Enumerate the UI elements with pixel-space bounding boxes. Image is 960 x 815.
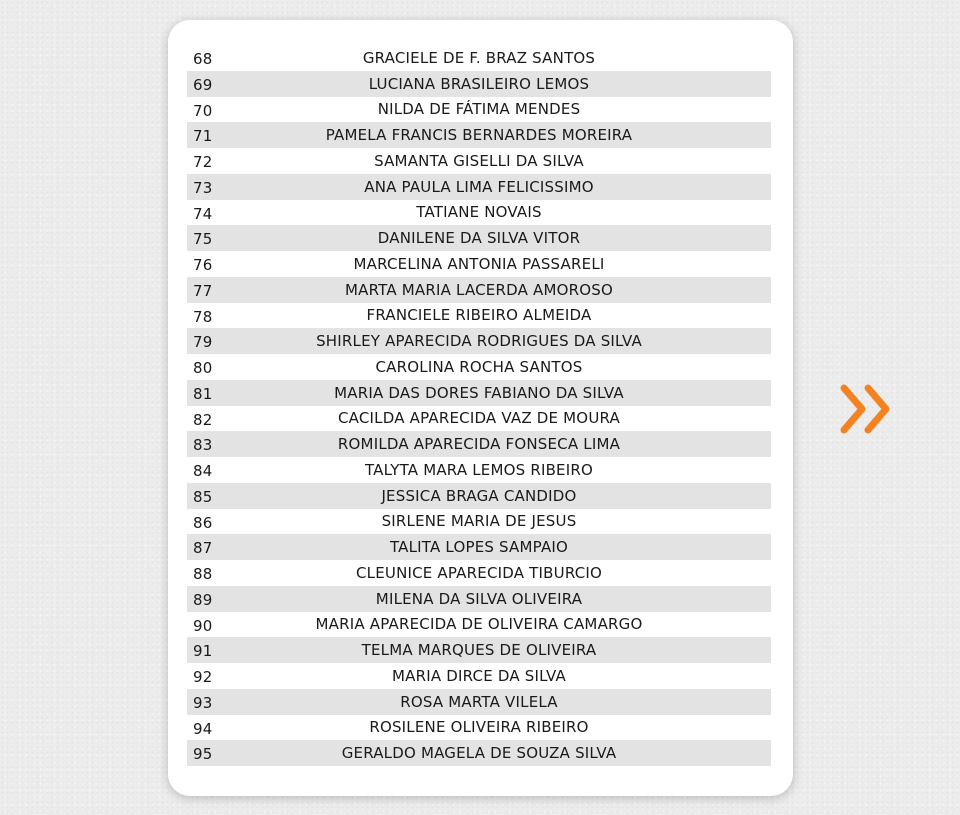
entry-name: MARIA DIRCE DA SILVA bbox=[392, 666, 566, 685]
entry-name: NILDA DE FÁTIMA MENDES bbox=[377, 100, 581, 119]
entry-name: PAMELA FRANCIS BERNARDES MOREIRA bbox=[325, 126, 633, 145]
entry-name: MARTA MARIA LACERDA AMOROSO bbox=[345, 280, 613, 299]
entry-number: 88 bbox=[193, 565, 213, 583]
entry-number: 71 bbox=[193, 127, 213, 146]
list-item bbox=[187, 560, 771, 586]
entry-number: 94 bbox=[193, 719, 213, 738]
list-item bbox=[187, 586, 771, 612]
entry-number: 93 bbox=[193, 693, 213, 712]
entry-name: SHIRLEY APARECIDA RODRIGUES DA SILVA bbox=[316, 332, 642, 351]
list-item bbox=[187, 174, 771, 200]
entry-number: 80 bbox=[193, 359, 213, 377]
list-item bbox=[187, 122, 771, 148]
entry-number: 73 bbox=[193, 178, 213, 197]
entry-name: SAMANTA GISELLI DA SILVA bbox=[374, 151, 584, 170]
list-item bbox=[187, 200, 771, 226]
list-item bbox=[187, 71, 771, 97]
entry-name: CAROLINA ROCHA SANTOS bbox=[375, 357, 583, 376]
list-item bbox=[187, 689, 771, 715]
entry-name: SIRLENE MARIA DE JESUS bbox=[381, 512, 577, 531]
entry-name: GERALDO MAGELA DE SOUZA SILVA bbox=[341, 744, 617, 763]
entry-number: 76 bbox=[193, 256, 213, 274]
list-item bbox=[187, 483, 771, 509]
entry-name: ROMILDA APARECIDA FONSECA LIMA bbox=[337, 435, 621, 454]
entry-number: 81 bbox=[193, 384, 213, 403]
entry-number: 89 bbox=[193, 590, 213, 609]
list-item bbox=[187, 45, 771, 71]
list-item bbox=[187, 715, 771, 741]
entry-name: ANA PAULA LIMA FELICISSIMO bbox=[364, 177, 594, 196]
entry-name: MARIA DAS DORES FABIANO DA SILVA bbox=[334, 383, 624, 402]
list-item bbox=[187, 740, 771, 766]
entry-number: 78 bbox=[193, 307, 213, 326]
entry-name: CACILDA APARECIDA VAZ DE MOURA bbox=[338, 409, 620, 428]
entry-name: MILENA DA SILVA OLIVEIRA bbox=[375, 589, 583, 608]
entry-name: MARCELINA ANTONIA PASSARELI bbox=[353, 254, 605, 273]
double-chevron-right-icon bbox=[836, 382, 898, 436]
list-item bbox=[187, 406, 771, 432]
list-item bbox=[187, 277, 771, 303]
entry-number: 90 bbox=[193, 616, 213, 635]
entry-number: 91 bbox=[193, 642, 213, 661]
list-item bbox=[187, 225, 771, 251]
entry-number: 68 bbox=[193, 50, 213, 68]
entry-name: GRACIELE DE F. BRAZ SANTOS bbox=[362, 48, 596, 67]
entry-name: MARIA APARECIDA DE OLIVEIRA CAMARGO bbox=[315, 615, 643, 634]
list-item bbox=[187, 637, 771, 663]
entry-number: 95 bbox=[193, 745, 213, 764]
entry-name: LUCIANA BRASILEIRO LEMOS bbox=[368, 74, 590, 93]
entry-number: 92 bbox=[193, 668, 213, 686]
entry-name: TALYTA MARA LEMOS RIBEIRO bbox=[364, 460, 593, 479]
list-item bbox=[187, 457, 771, 483]
list-item bbox=[187, 380, 771, 406]
list-item bbox=[187, 354, 771, 380]
entry-number: 85 bbox=[193, 487, 213, 506]
entry-name: JESSICA BRAGA CANDIDO bbox=[381, 486, 577, 505]
next-page-button[interactable] bbox=[836, 382, 898, 436]
list-item bbox=[187, 431, 771, 457]
list-item bbox=[187, 534, 771, 560]
entry-number: 74 bbox=[193, 204, 213, 223]
entry-number: 86 bbox=[193, 513, 213, 532]
entry-name: TELMA MARQUES DE OLIVEIRA bbox=[361, 641, 597, 660]
entry-name: DANILENE DA SILVA VITOR bbox=[377, 229, 581, 248]
list-item bbox=[187, 251, 771, 277]
entry-name: FRANCIELE RIBEIRO ALMEIDA bbox=[366, 306, 592, 325]
entry-number: 72 bbox=[193, 153, 213, 171]
entry-name: CLEUNICE APARECIDA TIBURCIO bbox=[355, 563, 602, 582]
entry-number: 75 bbox=[193, 230, 213, 249]
entry-number: 70 bbox=[193, 101, 213, 120]
list-item bbox=[187, 328, 771, 354]
list-item bbox=[187, 612, 771, 638]
entry-name: TATIANE NOVAIS bbox=[416, 203, 542, 222]
list-item bbox=[187, 303, 771, 329]
entry-number: 82 bbox=[193, 410, 213, 429]
name-list bbox=[187, 45, 771, 766]
entry-number: 69 bbox=[193, 75, 213, 94]
entry-name: TALITA LOPES SAMPAIO bbox=[389, 538, 569, 557]
list-item bbox=[187, 148, 771, 174]
list-item bbox=[187, 97, 771, 123]
entry-number: 84 bbox=[193, 462, 213, 480]
entry-name: ROSA MARTA VILELA bbox=[400, 692, 558, 711]
name-list-card bbox=[168, 20, 793, 796]
list-item bbox=[187, 509, 771, 535]
entry-number: 79 bbox=[193, 333, 213, 352]
entry-number: 77 bbox=[193, 281, 213, 300]
entry-name: ROSILENE OLIVEIRA RIBEIRO bbox=[369, 718, 589, 737]
list-item bbox=[187, 663, 771, 689]
entry-number: 83 bbox=[193, 436, 213, 455]
entry-number: 87 bbox=[193, 539, 213, 558]
